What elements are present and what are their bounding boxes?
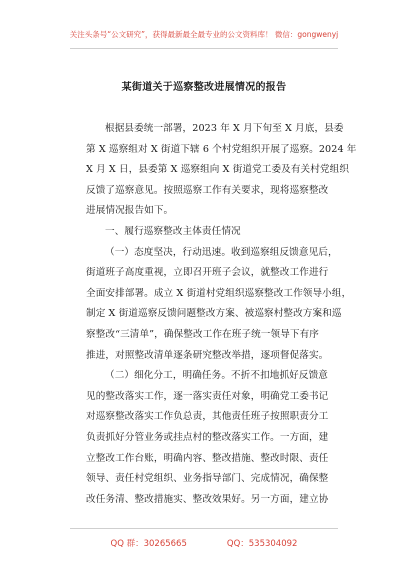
body-line: X 月 X 日，县委第 X 巡察组向 X 街道党工委及有关村党组织 — [86, 164, 350, 176]
body-line: 全面安排部署。成立 X 街道村党组织巡察整改工作领导小组， — [86, 287, 352, 299]
body-line: 反馈了巡察意见。按照巡察工作有关要求，现将巡察整改 — [86, 184, 329, 196]
footer-divider — [70, 528, 338, 529]
body-line: 对巡察整改落实工作负总责，其他责任班子按照职责分工 — [86, 411, 329, 423]
body-line: 制定 X 街道巡察反馈问题整改方案、被巡察村整改方案和巡 — [86, 308, 342, 320]
header-divider — [70, 48, 338, 49]
body-line: 一、履行巡察整改主体责任情况 — [105, 225, 241, 237]
body-line: 负责抓好分管业务或挂点村的整改落实工作。一方面，建 — [86, 431, 329, 443]
body-line: 街道班子高度重视，立即召开班子会议，就整改工作进行 — [86, 267, 329, 279]
document-title: 某街道关于巡察整改进展情况的报告 — [121, 82, 287, 93]
document-body — [86, 119, 357, 510]
footer-qq-number: QQ：535304092 — [226, 539, 298, 549]
footer-contacts — [0, 537, 408, 549]
footer-qq-group: QQ 群：30265665 — [110, 539, 187, 549]
body-line: 根据县委统一部署，2023 年 X 月下旬至 X 月底，县委 — [105, 123, 344, 134]
header-note: 关注头条号“公文研究”，获得最新最全最专业的公文资料库！ 微信：gongwenyj — [69, 30, 339, 39]
body-line: 第 X 巡察组对 X 街道下辖 6 个村党组织开展了巡察。2024 年 — [86, 143, 357, 155]
body-line: 推进，对照整改清单逐条研究整改举措，逐项督促落实。 — [86, 349, 329, 361]
body-line: 立整改工作台账，明确内容、整改措施、整改时限、责任 — [86, 452, 329, 464]
body-line: （一）态度坚决，行动迅速。收到巡察组反馈意见后， — [105, 246, 338, 258]
body-line: 察整改“三清单”，确保整改工作在班子统一领导下有序 — [86, 328, 319, 340]
body-line: 领导、责任村党组织、业务指导部门、完成情况，确保整 — [86, 473, 329, 485]
body-line: （二）细化分工，明确任务。不折不扣地抓好反馈意 — [105, 370, 328, 382]
body-line: 见的整改落实工作，逐一落实责任对象，明确党工委书记 — [86, 390, 329, 402]
body-line: 进展情况报告如下。 — [86, 205, 174, 217]
body-line: 改任务清、整改措施实、整改效果好。另一方面，建立协 — [86, 493, 329, 505]
